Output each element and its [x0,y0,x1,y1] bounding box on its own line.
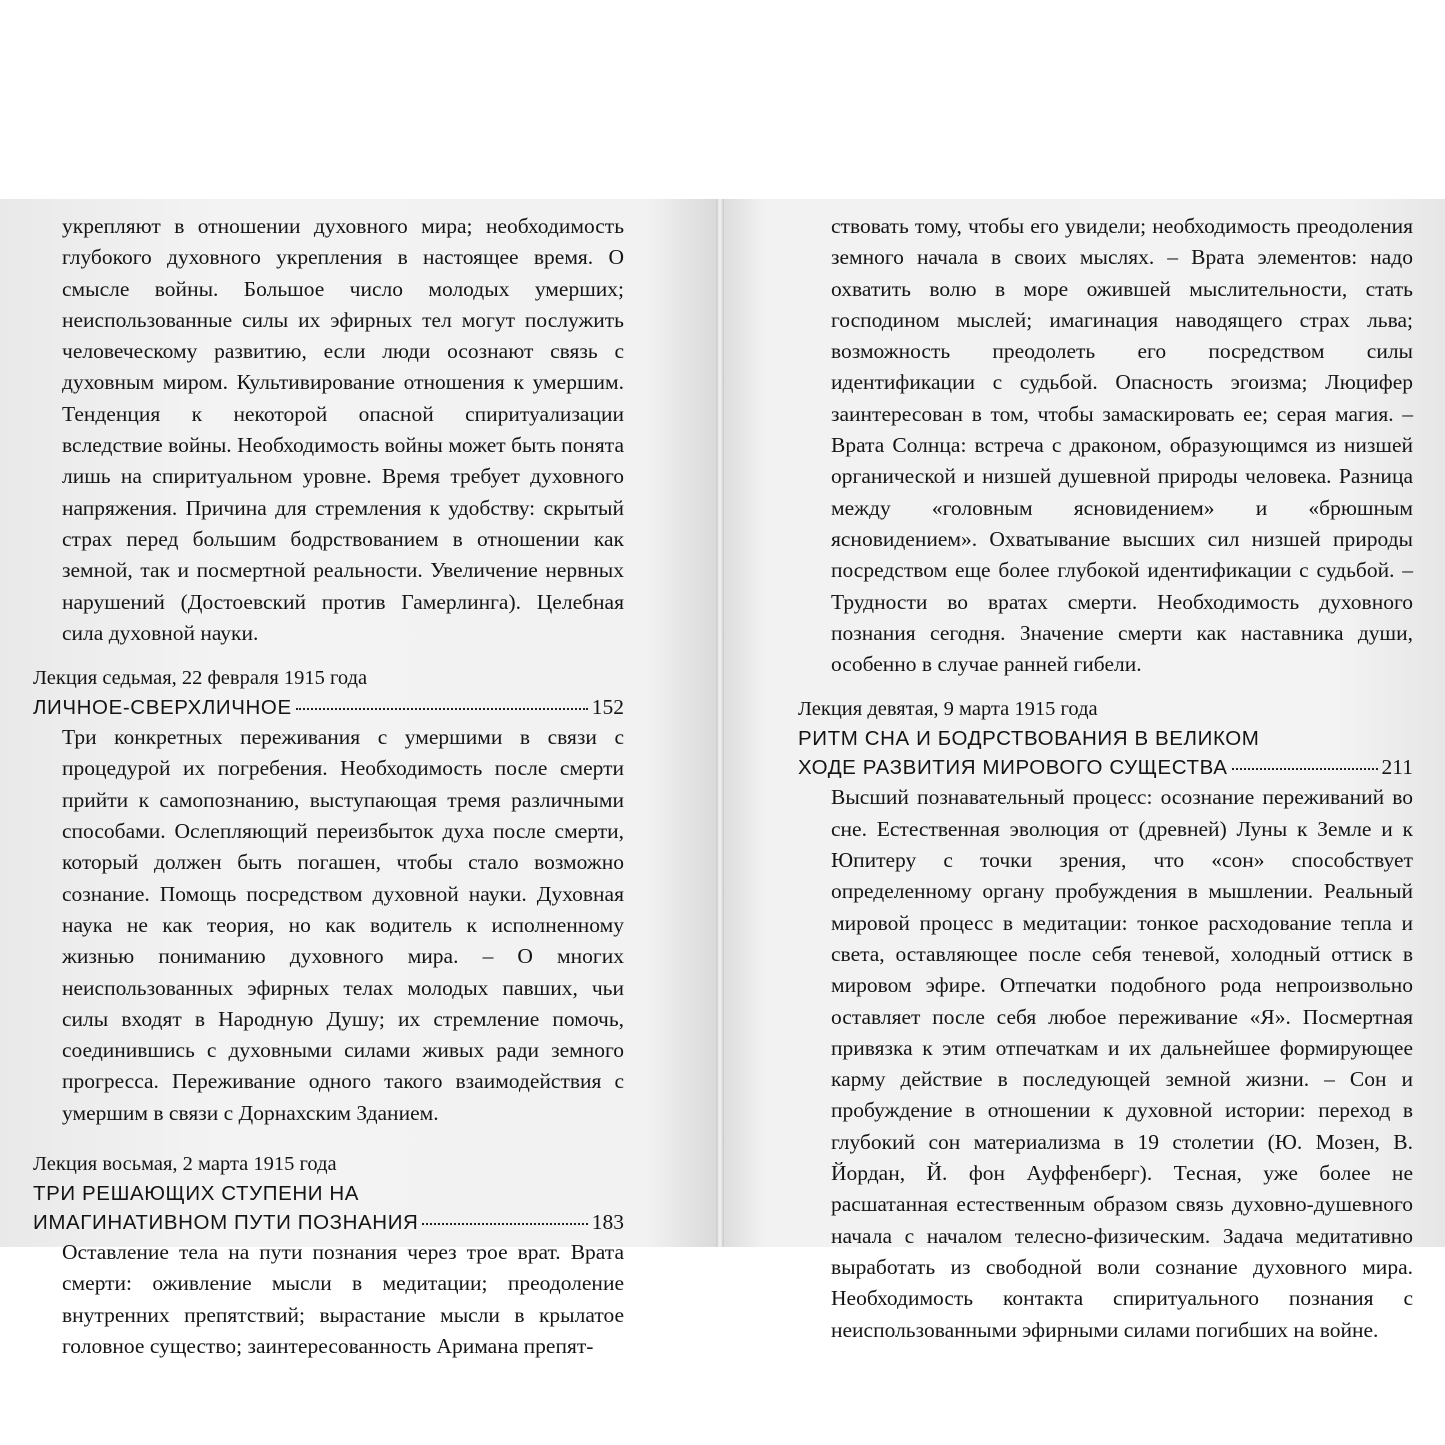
lecture-9-title-line-2: ХОДЕ РАЗВИТИЯ МИРОВОГО СУЩЕСТВА [798,756,1228,780]
lecture-7-title [33,693,624,722]
lecture-9-title [798,724,1413,782]
lecture-8-date: Лекция восьмая, 2 марта 1915 года [33,1153,337,1176]
lecture-8-page-number: 183 [591,1210,624,1235]
lecture-8-entry [33,1149,624,1362]
lecture-9-description: Высший познавательный процесс: осознание переживаний во сне. Естественная эволюция от (древней) Луны к Земле и к Юпитеру с точки зрения, что «сон» способствует определенному органу пробуждения в мышлении. Реальный мировой процесс в медитации: тонкое расходование тепла и света, оставляющее после себя теневой, холодный оттиск в мировом эфире. Отпечатки подобного рода непроизвольно оставляет после себя любое переживание «Я». Посмертная привязка к этим отпечаткам и их дальнейшее формирующее карму действие в последующей земной жизни. – Сон и пробуждение в отношении к духовной истории: переход в глубокий сон материализма в 19 столетии (Ю. Мозен, В. Йордан, Й. фон Ауффенберг). Тесная, уже более не расшатанная естественным образом связь духовно-душевного начала с началом телесно-физическим. Задача медитативно выработать из свободной воли сознание духовного мира. Необходимость контакта спиритуального познания с неиспользованными эфирными силами погибших на войне. [831,785,1413,1342]
left-column [33,211,624,1362]
lecture-8-title-line-2: ИМАГИНАТИВНОМ ПУТИ ПОЗНАНИЯ [33,1211,419,1235]
lecture-9-page-number: 211 [1381,755,1413,780]
lecture-8-description: Оставление тела на пути познания через трое врат. Врата смерти: оживление мысли в медитации; преодоление внутренних препятствий; вырастание мысли в крылатое головное существо; заинтересованность Аримана препят- [62,1240,624,1358]
lecture-9-title-line-1: РИТМ СНА И БОДРСТВОВАНИЯ В ВЕЛИКОМ [798,727,1260,751]
leader-dots [296,708,588,710]
lecture-8-title-line-1: ТРИ РЕШАЮЩИХ СТУПЕНИ НА [33,1182,360,1206]
book-gutter [716,199,724,1247]
leader-dots [422,1223,587,1225]
leader-dots [1232,768,1378,770]
lecture-8-title [33,1179,624,1237]
lecture-7-entry [33,663,624,1129]
right-column [798,211,1413,1346]
left-continuation-text: укрепляют в отношении духовного мира; необходимость глубокого духовного укрепления в настоящее время. О смысле войны. Большое число молодых умерших; неиспользованные силы их эфирных тел могут послужить человеческому развитию, если люди осознают связь с духовным миром. Культивирование отношения к умершим. Тенденция к некоторой опасной спиритуализации вследствие войны. Необходимость войны может быть понята лишь на спиритуальном уровне. Время требует духовного напряжения. Причина для стремления к удобству: скрытый страх перед большим бодрствованием в отношении как земной, так и посмертной реальности. Увеличение нервных нарушений (Достоевский против Гамерлинга). Целебная сила духовной науки. [62,214,624,645]
lecture-7-page-number: 152 [591,695,624,720]
lecture-7-date: Лекция седьмая, 22 февраля 1915 года [33,667,368,690]
right-continuation-text: ствовать тому, чтобы его увидели; необходимость преодоления земного начала в своих мыслях. – Врата элементов: надо охватить волю в море ожившей мыслительности, стать господином мыслей; имагинация наводящего страх льва; возможность преодолеть его посредством силы идентификации с судьбой. Опасность эгоизма; Люцифер заинтересован в том, чтобы замаскировать ее; серая магия. – Врата Солнца: встреча с драконом, образующимся из низшей органической и низшей душевной природы человека. Разница между «головным ясновидением» и «брюшным ясновидением». Охватывание высших сил низшей природы посредством еще более глубокой идентификации с судьбой. – Трудности во вратах смерти. Необходимость духовного познания сегодня. Значение смерти как наставника души, особенно в случае ранней гибели. [831,214,1413,677]
lecture-9-entry [798,694,1413,1345]
lecture-9-date: Лекция девятая, 9 марта 1915 года [798,698,1098,721]
lecture-7-description: Три конкретных переживания с умершими в связи с процедурой их погребения. Необходимость после смерти прийти к самопознанию, выступающая тремя различными способами. Ослепляющий переизбыток духа после смерти, который должен быть погашен, чтобы стало возможно сознание. Помощь посредством духовной науки. Духовная наука не как теория, но как водитель к исполненному жизнью пониманию духовного мира. – О многих неиспользованных эфирных телах молодых павших, чьи силы входят в Народную Душу; их стремление помочь, соединившись с духовными силами живых ради земного прогресса. Переживание одного такого взаимодействия с умершим в связи с Дорнахским Зданием. [62,725,624,1125]
lecture-7-title-text: ЛИЧНОЕ-СВЕРХЛИЧНОЕ [33,696,292,720]
